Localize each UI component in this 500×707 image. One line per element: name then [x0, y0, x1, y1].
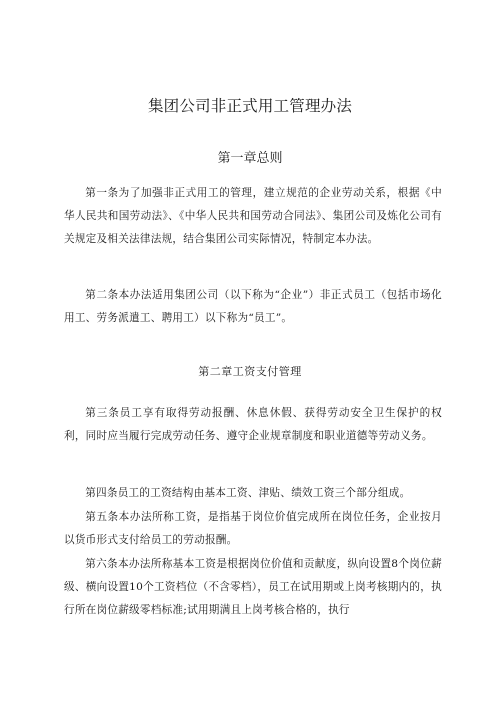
article-3: 第三条员工享有取得劳动报酬、休息休假、获得劳动安全卫生保护的权利，同时应当履行完成劳动任务、遵守企业规章制度和职业道德等劳动义务。 [64, 407, 442, 442]
document-title: 集团公司非正式用工管理办法 [147, 97, 353, 115]
chapter-2-heading: 第二章工资支付管理 [198, 365, 302, 378]
article-5: 第五条本办法所称工资，是指基于岗位价值完成所在岗位任务，企业按月以货币形式支付给员工的劳动报酬。 [64, 511, 442, 546]
article-6: 第六条本办法所称基本工资是根据岗位价值和贡献度，纵向设置8个岗位薪级、横向设置10个工资档位（不含零档），员工在试用期或上岗考核期内的，执行所在岗位薪级零档标准;试用期满且上岗考核合格的，执行 [64, 558, 442, 616]
article-4: 第四条员工的工资结构由基本工资、津贴、绩效工资三个部分组成。 [85, 487, 411, 499]
article-1: 第一条为了加强非正式用工的管理，建立规范的企业劳动关系，根据《中华人民共和国劳动法》、《中华人民共和国劳动合同法》、集团公司及炼化公司有关规定及相关法律法规，结合集团公司实际情况，特制定本办法。 [64, 187, 442, 245]
chapter-1-heading: 第一章总则 [217, 151, 283, 166]
article-2: 第二条本办法适用集团公司（以下称为“企业”）非正式员工（包括市场化用工、劳务派遣工、聘用工）以下称为“员工”。 [64, 289, 442, 324]
